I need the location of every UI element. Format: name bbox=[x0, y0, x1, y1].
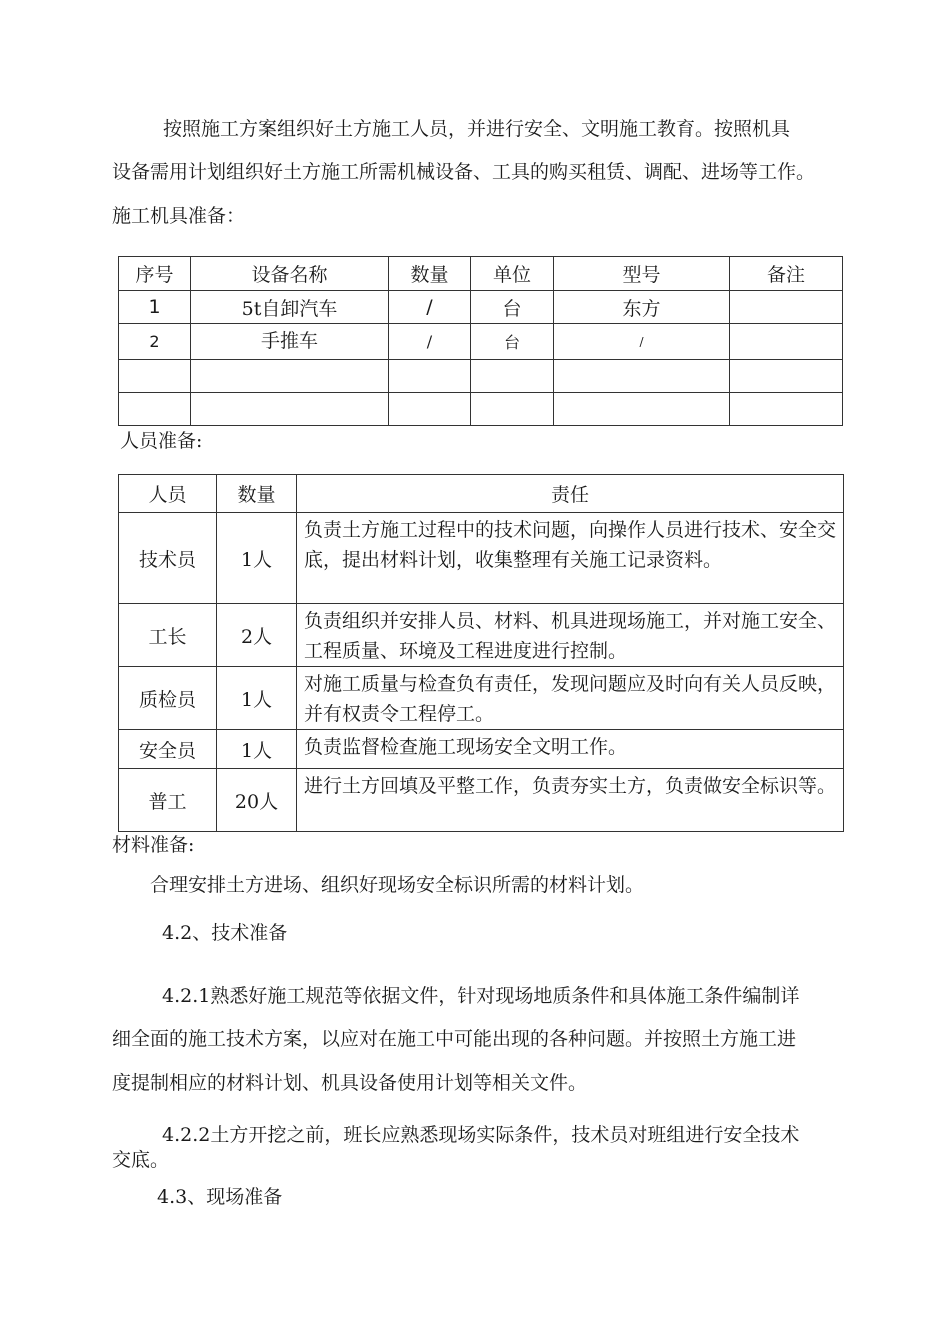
table-row bbox=[119, 769, 844, 832]
para-4-2-1-line-1: 4.2.1熟悉好施工规范等依据文件，针对现场地质条件和具体施工条件编制详 bbox=[162, 985, 800, 1007]
header-index: 序号 bbox=[119, 257, 191, 291]
cell-unit: 台 bbox=[471, 324, 554, 360]
table-row bbox=[119, 360, 843, 393]
para-4-2-1-line-2: 细全面的施工技术方案，以应对在施工中可能出现的各种问题。并按照土方施工进 bbox=[112, 1028, 797, 1050]
table-header-row bbox=[119, 475, 844, 513]
cell-remarks bbox=[730, 360, 843, 393]
cell-model: 东方 bbox=[554, 291, 730, 324]
cell-responsibility: 负责监督检查施工现场安全文明工作。 bbox=[297, 730, 844, 769]
cell-count: 2人 bbox=[217, 604, 297, 667]
intro-line-1: 按照施工方案组织好土方施工人员，并进行安全、文明施工教育。按照机具 bbox=[163, 118, 791, 140]
cell-count: 1人 bbox=[217, 667, 297, 730]
intro-line-2: 设备需用计划组织好土方施工所需机械设备、工具的购买租赁、调配、进场等工作。 bbox=[112, 161, 816, 183]
header-model: 型号 bbox=[554, 257, 730, 291]
cell-equipment-name bbox=[191, 393, 389, 426]
cell-equipment-name: 手推车 bbox=[191, 324, 389, 360]
section-heading-4-2: 4.2、技术准备 bbox=[162, 922, 288, 944]
header-equipment-name: 设备名称 bbox=[191, 257, 389, 291]
cell-responsibility: 对施工质量与检查负有责任，发现问题应及时向有关人员反映，并有权责令工程停工。 bbox=[297, 667, 844, 730]
cell-unit bbox=[471, 360, 554, 393]
cell-model bbox=[554, 393, 730, 426]
cell-role: 技术员 bbox=[119, 513, 217, 604]
cell-count: 1人 bbox=[217, 513, 297, 604]
cell-role: 安全员 bbox=[119, 730, 217, 769]
table-header-row bbox=[119, 257, 843, 291]
cell-count: 1人 bbox=[217, 730, 297, 769]
cell-quantity: / bbox=[389, 324, 471, 360]
personnel-prep-label: 人员准备: bbox=[120, 430, 203, 452]
header-personnel: 人员 bbox=[119, 475, 217, 513]
header-count: 数量 bbox=[217, 475, 297, 513]
para-4-2-2-line-2: 交底。 bbox=[112, 1149, 170, 1171]
cell-remarks bbox=[730, 324, 843, 360]
cell-index bbox=[119, 360, 191, 393]
cell-equipment-name bbox=[191, 360, 389, 393]
cell-index: 1 bbox=[119, 291, 191, 324]
header-responsibility: 责任 bbox=[297, 475, 844, 513]
equipment-table bbox=[118, 256, 843, 426]
cell-equipment-name: 5t自卸汽车 bbox=[191, 291, 389, 324]
cell-role: 工长 bbox=[119, 604, 217, 667]
material-prep-label: 材料准备: bbox=[112, 834, 195, 856]
cell-responsibility: 进行土方回填及平整工作，负责夯实土方，负责做安全标识等。 bbox=[297, 769, 844, 832]
para-4-2-1-line-3: 度提制相应的材料计划、机具设备使用计划等相关文件。 bbox=[112, 1072, 588, 1094]
cell-responsibility: 负责组织并安排人员、材料、机具进现场施工，并对施工安全、工程质量、环境及工程进度进行控制。 bbox=[297, 604, 844, 667]
table-row bbox=[119, 513, 844, 604]
cell-remarks bbox=[730, 291, 843, 324]
cell-remarks bbox=[730, 393, 843, 426]
table-row bbox=[119, 393, 843, 426]
para-4-2-2-line-1: 4.2.2土方开挖之前，班长应熟悉现场实际条件，技术员对班组进行安全技术 bbox=[162, 1124, 800, 1146]
cell-responsibility: 负责土方施工过程中的技术问题，向操作人员进行技术、安全交底，提出材料计划，收集整理有关施工记录资料。 bbox=[297, 513, 844, 604]
table-row bbox=[119, 604, 844, 667]
cell-quantity bbox=[389, 393, 471, 426]
material-prep-text: 合理安排土方进场、组织好现场安全标识所需的材料计划。 bbox=[150, 874, 645, 896]
cell-index: 2 bbox=[119, 324, 191, 360]
table-row bbox=[119, 324, 843, 360]
table-row bbox=[119, 730, 844, 769]
cell-unit: 台 bbox=[471, 291, 554, 324]
header-remarks: 备注 bbox=[730, 257, 843, 291]
table-row bbox=[119, 667, 844, 730]
cell-model: / bbox=[554, 324, 730, 360]
cell-unit bbox=[471, 393, 554, 426]
table-row bbox=[119, 291, 843, 324]
personnel-table bbox=[118, 474, 844, 832]
cell-role: 普工 bbox=[119, 769, 217, 832]
section-heading-4-3: 4.3、现场准备 bbox=[157, 1186, 283, 1208]
cell-index bbox=[119, 393, 191, 426]
header-quantity: 数量 bbox=[389, 257, 471, 291]
equipment-prep-label: 施工机具准备： bbox=[112, 205, 246, 227]
cell-count: 20人 bbox=[217, 769, 297, 832]
cell-quantity: / bbox=[389, 291, 471, 324]
cell-quantity bbox=[389, 360, 471, 393]
cell-model bbox=[554, 360, 730, 393]
header-unit: 单位 bbox=[471, 257, 554, 291]
cell-role: 质检员 bbox=[119, 667, 217, 730]
